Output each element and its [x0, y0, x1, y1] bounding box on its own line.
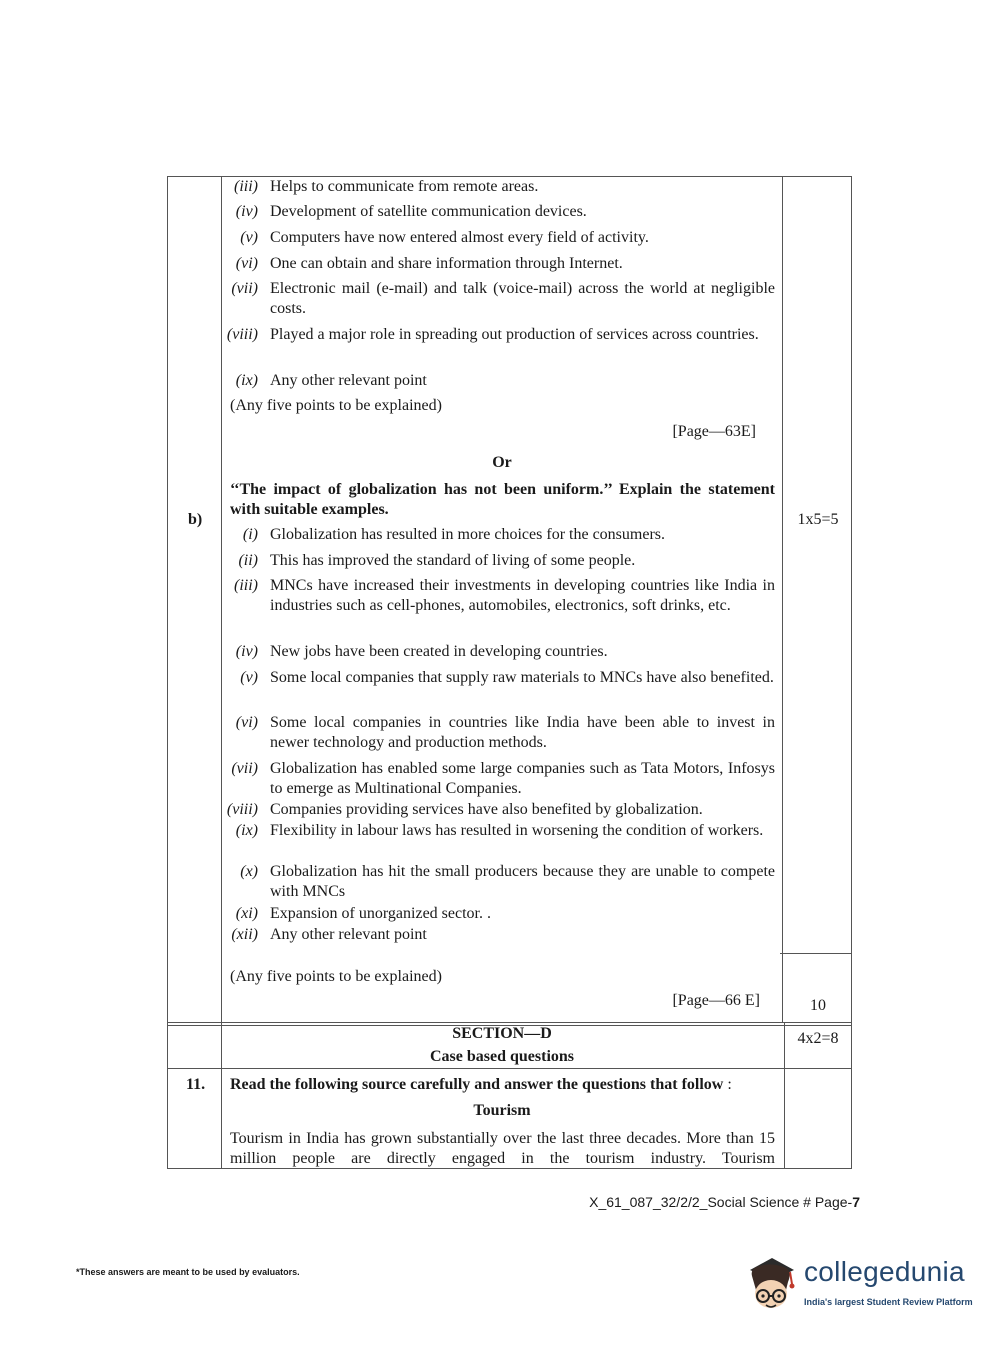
- section-title: SECTION—D: [452, 1025, 552, 1042]
- column-divider-2: [782, 176, 783, 1023]
- list-item: (iii) MNCs have increased their investments in developing countries like India in industries such as cell-phones, automobiles, electronics, soft drinks, etc.: [234, 577, 775, 614]
- list-item: (viii) Played a major role in spreading out production of services across countries.: [226, 326, 759, 343]
- list-item: (viii) Companies providing services have also benefited by globalization.: [226, 801, 703, 818]
- page-footer-code: [560, 1194, 860, 1210]
- row-divider-q11: [167, 1068, 852, 1069]
- instruction-note-2: (Any five points to be explained): [230, 968, 442, 985]
- section-subtitle: Case based questions: [429, 1048, 575, 1065]
- list-item: (x) Globalization has hit the small producers because they are unable to compete with MNCs: [240, 863, 775, 900]
- evaluator-note: *These answers are meant to be used by evaluators.: [76, 1267, 300, 1277]
- instruction-note-1: (Any five points to be explained): [230, 397, 442, 414]
- list-item: (xi) Expansion of unorganized sector. .: [235, 905, 491, 922]
- list-item: (xii) Any other relevant point: [231, 926, 427, 943]
- brand-tagline: India's largest Student Review Platform: [804, 1297, 973, 1307]
- collegedunia-logo[interactable]: [742, 1250, 972, 1320]
- list-item: (v) Computers have now entered almost every field of activity.: [240, 229, 649, 246]
- passage-heading: Tourism: [473, 1102, 531, 1119]
- question-text: ‘‘The impact of globalization has not been uniform.’’ Explain the statement with suitable examples.: [230, 481, 775, 518]
- list-item: (ix) Flexibility in labour laws has resulted in worsening the condition of workers.: [235, 822, 764, 839]
- q11-instruction-colon: :: [723, 1076, 732, 1093]
- brand-name: collegedunia: [804, 1256, 965, 1287]
- mascot-icon: [742, 1250, 804, 1320]
- marks-inner-divider: [780, 953, 852, 954]
- list-item: (iv) New jobs have been created in developing countries.: [235, 643, 608, 660]
- list-item: (vi) One can obtain and share information through Internet.: [235, 255, 623, 272]
- q11-instruction-line: [230, 1075, 775, 1095]
- row-divider-section: [167, 1022, 852, 1023]
- page-reference-2: [Page—66 E]: [672, 992, 760, 1009]
- q11-instruction: Read the following source carefully and answer the questions that follow: [230, 1076, 724, 1093]
- list-item: (ix) Any other relevant point: [235, 372, 427, 389]
- list-item: (ii) This has improved the standard of living of some people.: [238, 552, 636, 569]
- list-item: (iii) Helps to communicate from remote areas.: [234, 178, 539, 195]
- page-reference-1: [Page—63E]: [672, 423, 756, 440]
- list-item: (iv) Development of satellite communication devices.: [235, 203, 587, 220]
- list-item: (v) Some local companies that supply raw materials to MNCs have also benefited.: [240, 669, 774, 686]
- table-border-right: [851, 176, 852, 1169]
- or-divider: Or: [492, 454, 512, 471]
- list-item: (i) Globalization has resulted in more choices for the consumers.: [242, 526, 665, 543]
- footer-page-number: 7: [852, 1194, 860, 1210]
- question-number: 11.: [186, 1076, 206, 1093]
- row-label: b): [188, 511, 203, 528]
- list-item: (vii) Electronic mail (e-mail) and talk (voice-mail) across the world at negligible costs.: [231, 280, 775, 317]
- section-marks: 4x2=8: [797, 1030, 839, 1047]
- list-item: (vii) Globalization has enabled some large companies such as Tata Motors, Infosys to emerge as Multinational Companies.: [231, 760, 775, 797]
- list-item: (vi) Some local companies in countries like India have been able to invest in newer technology and production methods.: [235, 714, 775, 751]
- footer-code-text: X_61_087_32/2/2_Social Science # Page-: [589, 1194, 853, 1210]
- marks-allocation: 1x5=5: [797, 511, 839, 528]
- marks-total: 10: [810, 997, 826, 1014]
- passage-text: Tourism in India has grown substantially over the last three decades. More than 15 million people are directly engaged in the tourism industry. Tourism: [230, 1130, 775, 1167]
- table-border-left: [167, 176, 168, 1169]
